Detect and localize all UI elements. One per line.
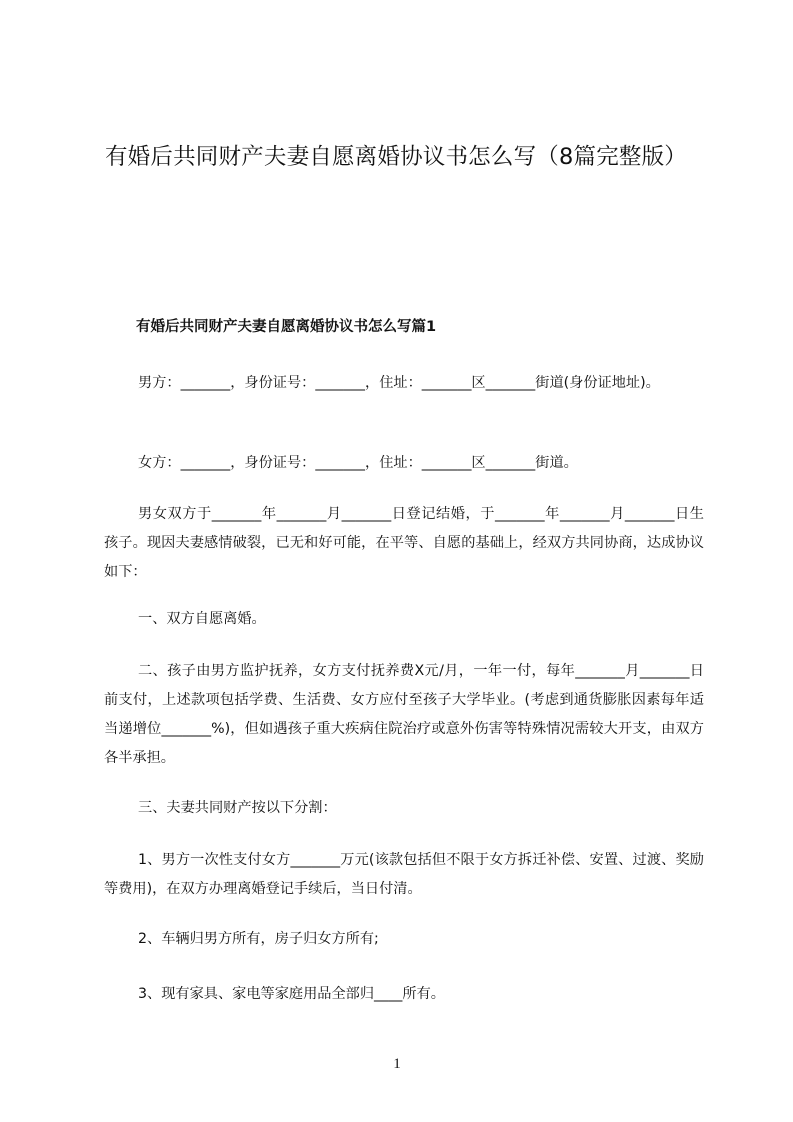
paragraph-clause-3-item-2: 2、车辆归男方所有，房子归女方所有; <box>138 931 379 947</box>
paragraph-clause-1: 一、双方自愿离婚。 <box>138 611 266 627</box>
document-title: 有婚后共同财产夫妻自愿离婚协议书怎么写（8篇完整版） <box>104 144 688 170</box>
section-heading: 有婚后共同财产夫妻自愿离婚协议书怎么写篇1 <box>136 319 437 335</box>
paragraph-male-party: 男方：_______，身份证号：_______，住址：_______区_______街道(身份证地址)。 <box>138 375 660 391</box>
paragraph-female-party: 女方：_______，身份证号：_______，住址：_______区_______街道。 <box>138 455 578 471</box>
paragraph-clause-2: 二、孩子由男方监护抚养，女方支付抚养费X元/月，一年一付，每年_______月_______日前支付，上述款项包括学费、生活费、女方应付至孩子大学毕业。(考虑到通货膨胀因素每年适当递增位_______%)，但如遇孩子重大疾病住院治疗或意外伤害等特殊情况需较大开支，由双方各半承担。 <box>104 663 704 766</box>
paragraph-clause-3-item-1: 1、男方一次性支付女方_______万元(该款包括但不限于女方拆迁补偿、安置、过渡、奖励等费用)，在双方办理离婚登记手续后，当日付清。 <box>104 852 704 897</box>
paragraph-clause-3-item-3: 3、现有家具、家电等家庭用品全部归____所有。 <box>138 986 445 1002</box>
paragraph-marriage-info: 男女双方于_______年_______月_______日登记结婚，于_______年_______月_______日生孩子。现因夫妻感情破裂，已无和好可能，在平等、自愿的基础上，经双方共同协商，达成协议如下： <box>104 506 704 580</box>
paragraph-clause-3: 三、夫妻共同财产按以下分割： <box>138 800 337 816</box>
page-number: 1 <box>393 1056 401 1072</box>
